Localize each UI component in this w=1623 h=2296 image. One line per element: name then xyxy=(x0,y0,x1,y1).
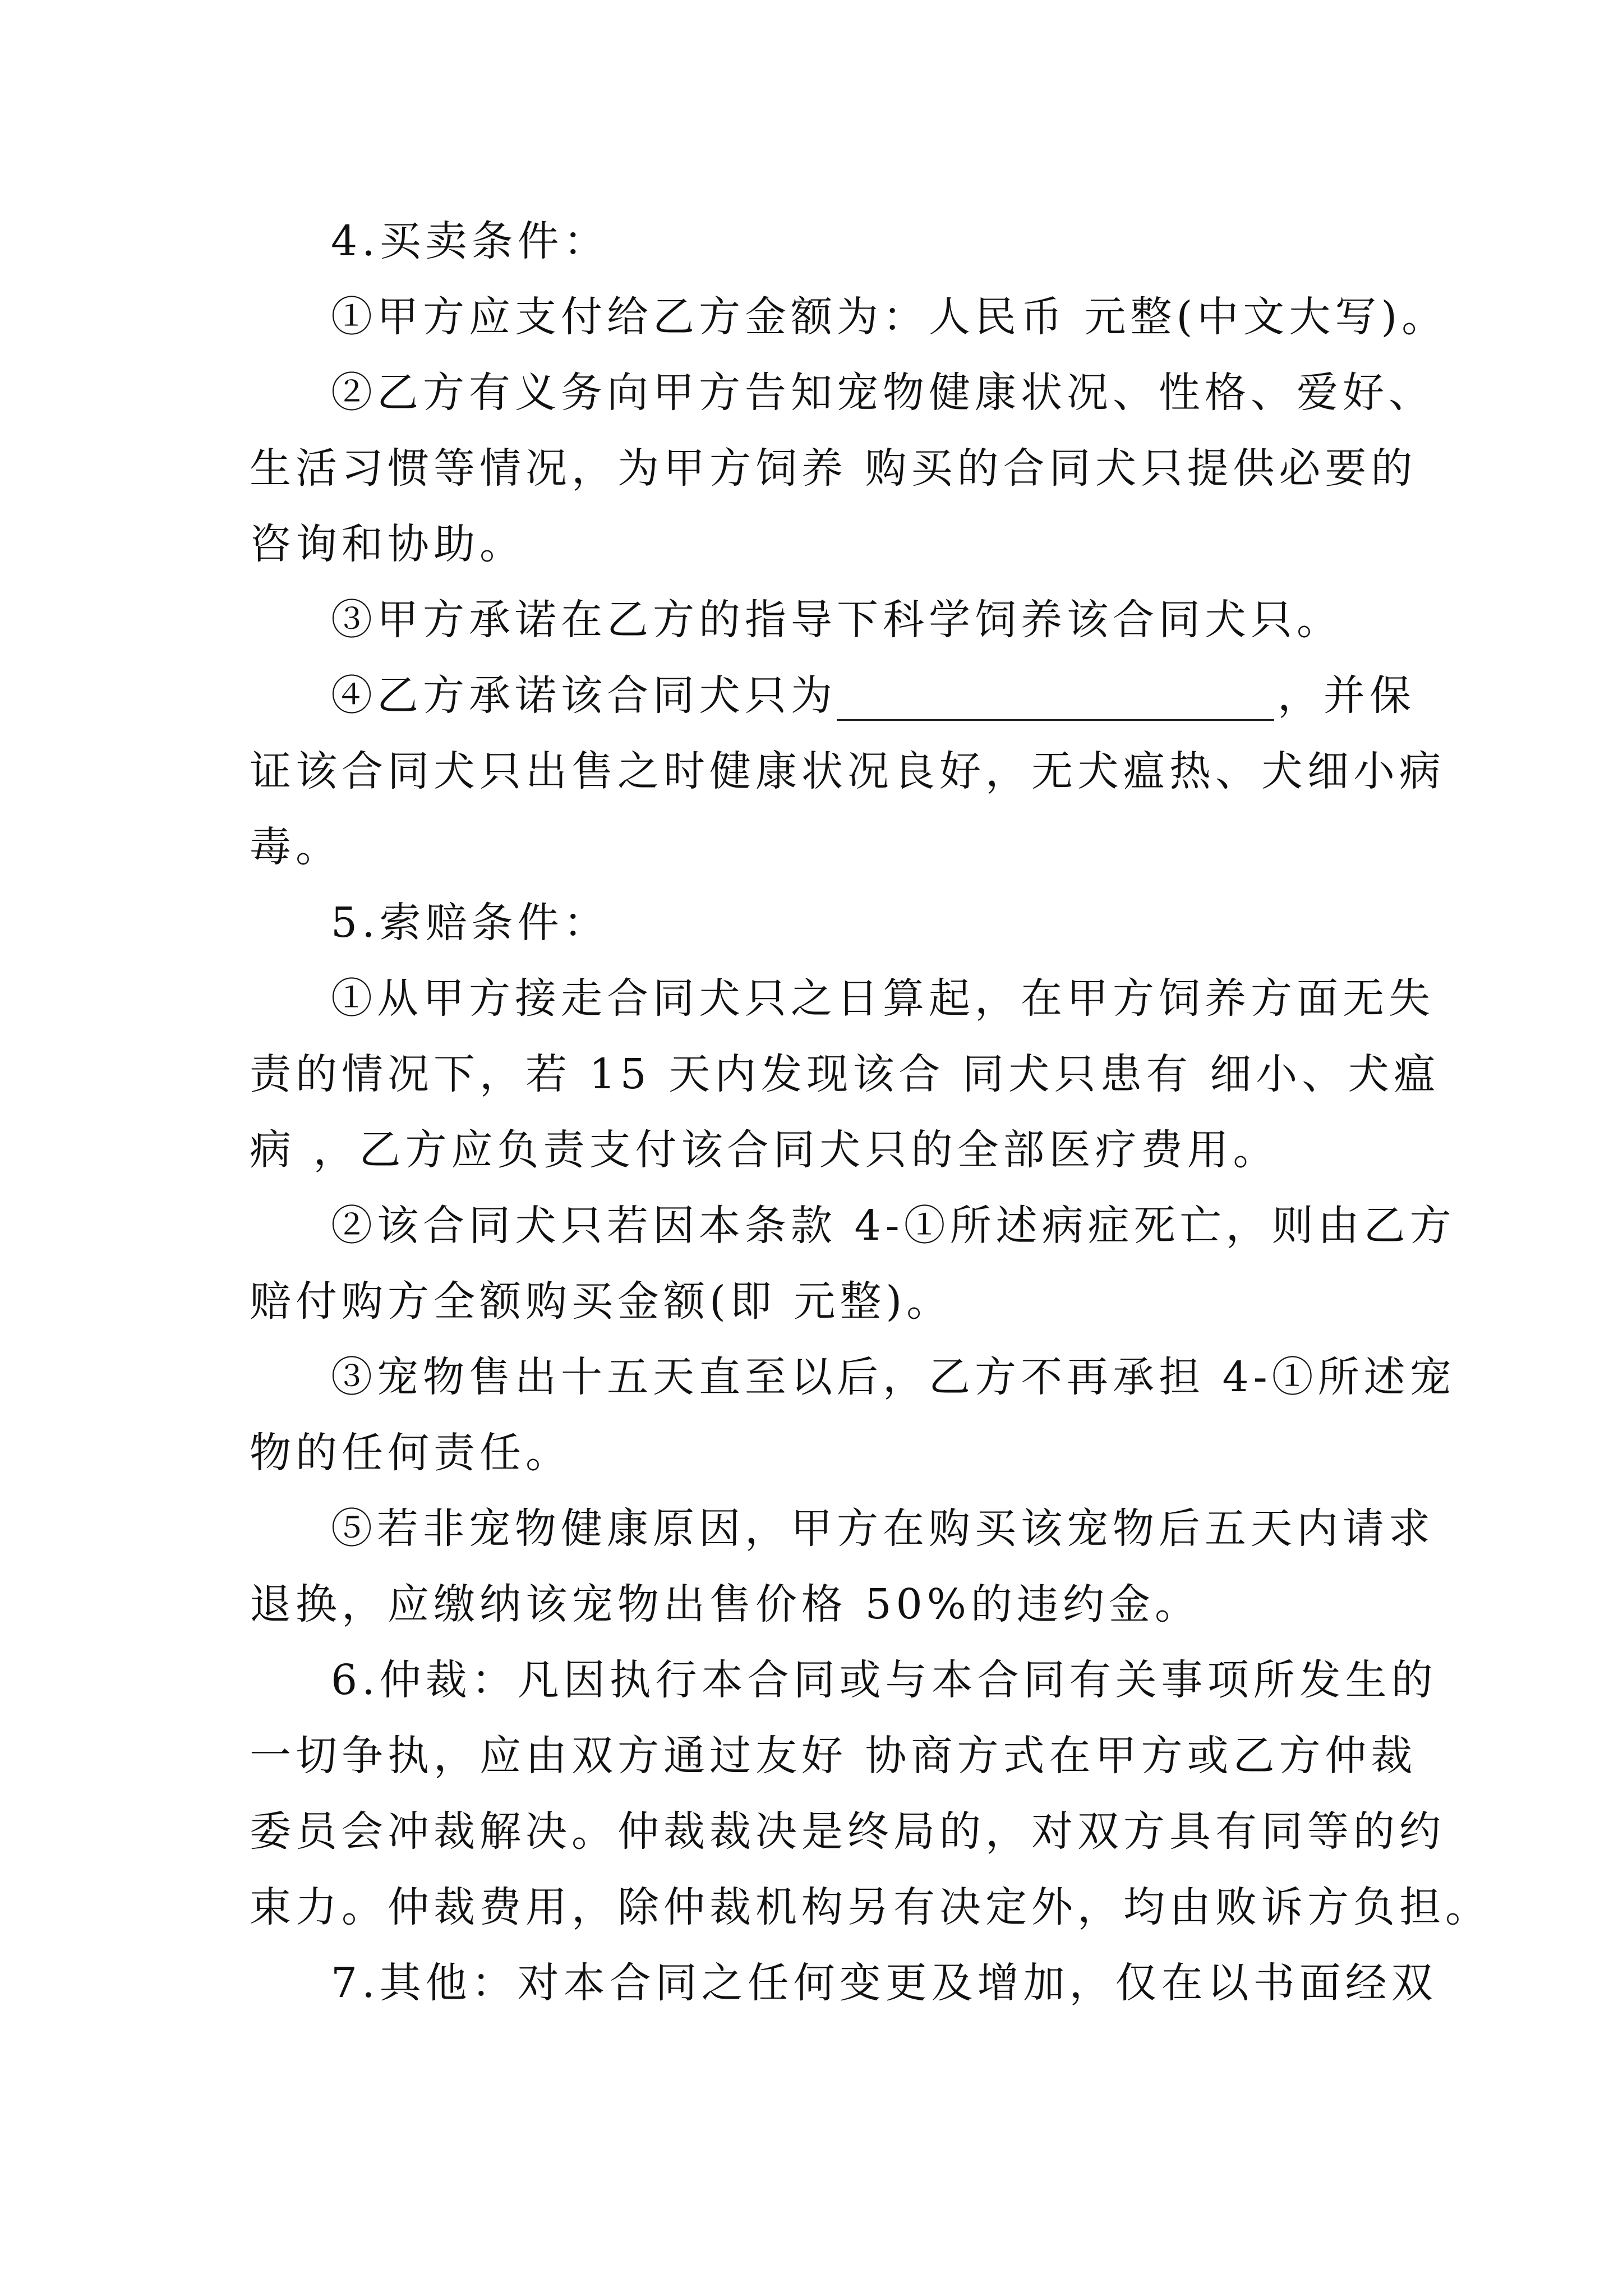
clause-4-2-line-2: 生活习惯等情况，为甲方饲养 购买的合同犬只提供必要的 xyxy=(250,444,1417,493)
clause-5-3-line-1: ③宠物售出十五天直至以后，乙方不再承担 4-①所述宠 xyxy=(331,1353,1456,1401)
clause-4-4-line-3: 毒。 xyxy=(250,823,342,871)
clause-5-2-line-1: ②该合同犬只若因本条款 4-①所述病症死亡，则由乙方 xyxy=(331,1202,1456,1250)
clause-4-2-line-3: 咨询和协助。 xyxy=(250,520,525,568)
blank-fill-line xyxy=(837,674,1274,721)
clause-5-3-line-2: 物的任何责任。 xyxy=(250,1429,571,1477)
section-7-line-1: 7.其他：对本合同之任何变更及增加，仅在以书面经双 xyxy=(331,1959,1437,2007)
clause-4-4-line-1 xyxy=(331,670,1415,721)
section-6-line-3: 委员会冲裁解决。仲裁裁决是终局的，对双方具有同等的约 xyxy=(250,1807,1445,1856)
section-6-line-4: 束力。仲裁费用，除仲裁机构另有决定外，均由败诉方负担。 xyxy=(250,1883,1491,1931)
clause-4-4-line-2: 证该合同犬只出售之时健康状况良好，无犬瘟热、犬细小病 xyxy=(250,747,1445,795)
clause-5-5-line-2: 退换，应缴纳该宠物出售价格 50%的违约金。 xyxy=(250,1580,1201,1628)
section-5-heading: 5.索赔条件： xyxy=(331,899,610,947)
clause-4-4-text-start: ④乙方承诺该合同犬只为 xyxy=(331,671,837,720)
section-4-heading: 4.买卖条件： xyxy=(331,217,610,265)
clause-4-2-line-1: ②乙方有义务向甲方告知宠物健康状况、性格、爱好、 xyxy=(331,369,1435,417)
clause-5-5-line-1: ⑤若非宠物健康原因，甲方在购买该宠物后五天内请求 xyxy=(331,1504,1435,1553)
clause-4-4-text-end: ，并保 xyxy=(1278,671,1415,720)
clause-4-1: ①甲方应支付给乙方金额为：人民币 元整(中文大写)。 xyxy=(331,293,1448,341)
clause-4-3: ③甲方承诺在乙方的指导下科学饲养该合同犬只。 xyxy=(331,596,1343,644)
clause-5-1-line-1: ①从甲方接走合同犬只之日算起，在甲方饲养方面无失 xyxy=(331,974,1435,1023)
section-6-line-2: 一切争执，应由双方通过友好 协商方式在甲方或乙方仲裁 xyxy=(250,1732,1417,1780)
clause-5-1-line-3: 病 ，乙方应负责支付该合同犬只的全部医疗费用。 xyxy=(250,1126,1279,1174)
section-6-line-1: 6.仲裁：凡因执行本合同或与本合同有关事项所发生的 xyxy=(331,1656,1437,1704)
clause-5-2-line-2: 赔付购方全额购买金额(即 元整)。 xyxy=(250,1277,953,1326)
clause-5-1-line-2: 责的情况下，若 15 天内发现该合 同犬只患有 细小、犬瘟 xyxy=(250,1050,1440,1098)
